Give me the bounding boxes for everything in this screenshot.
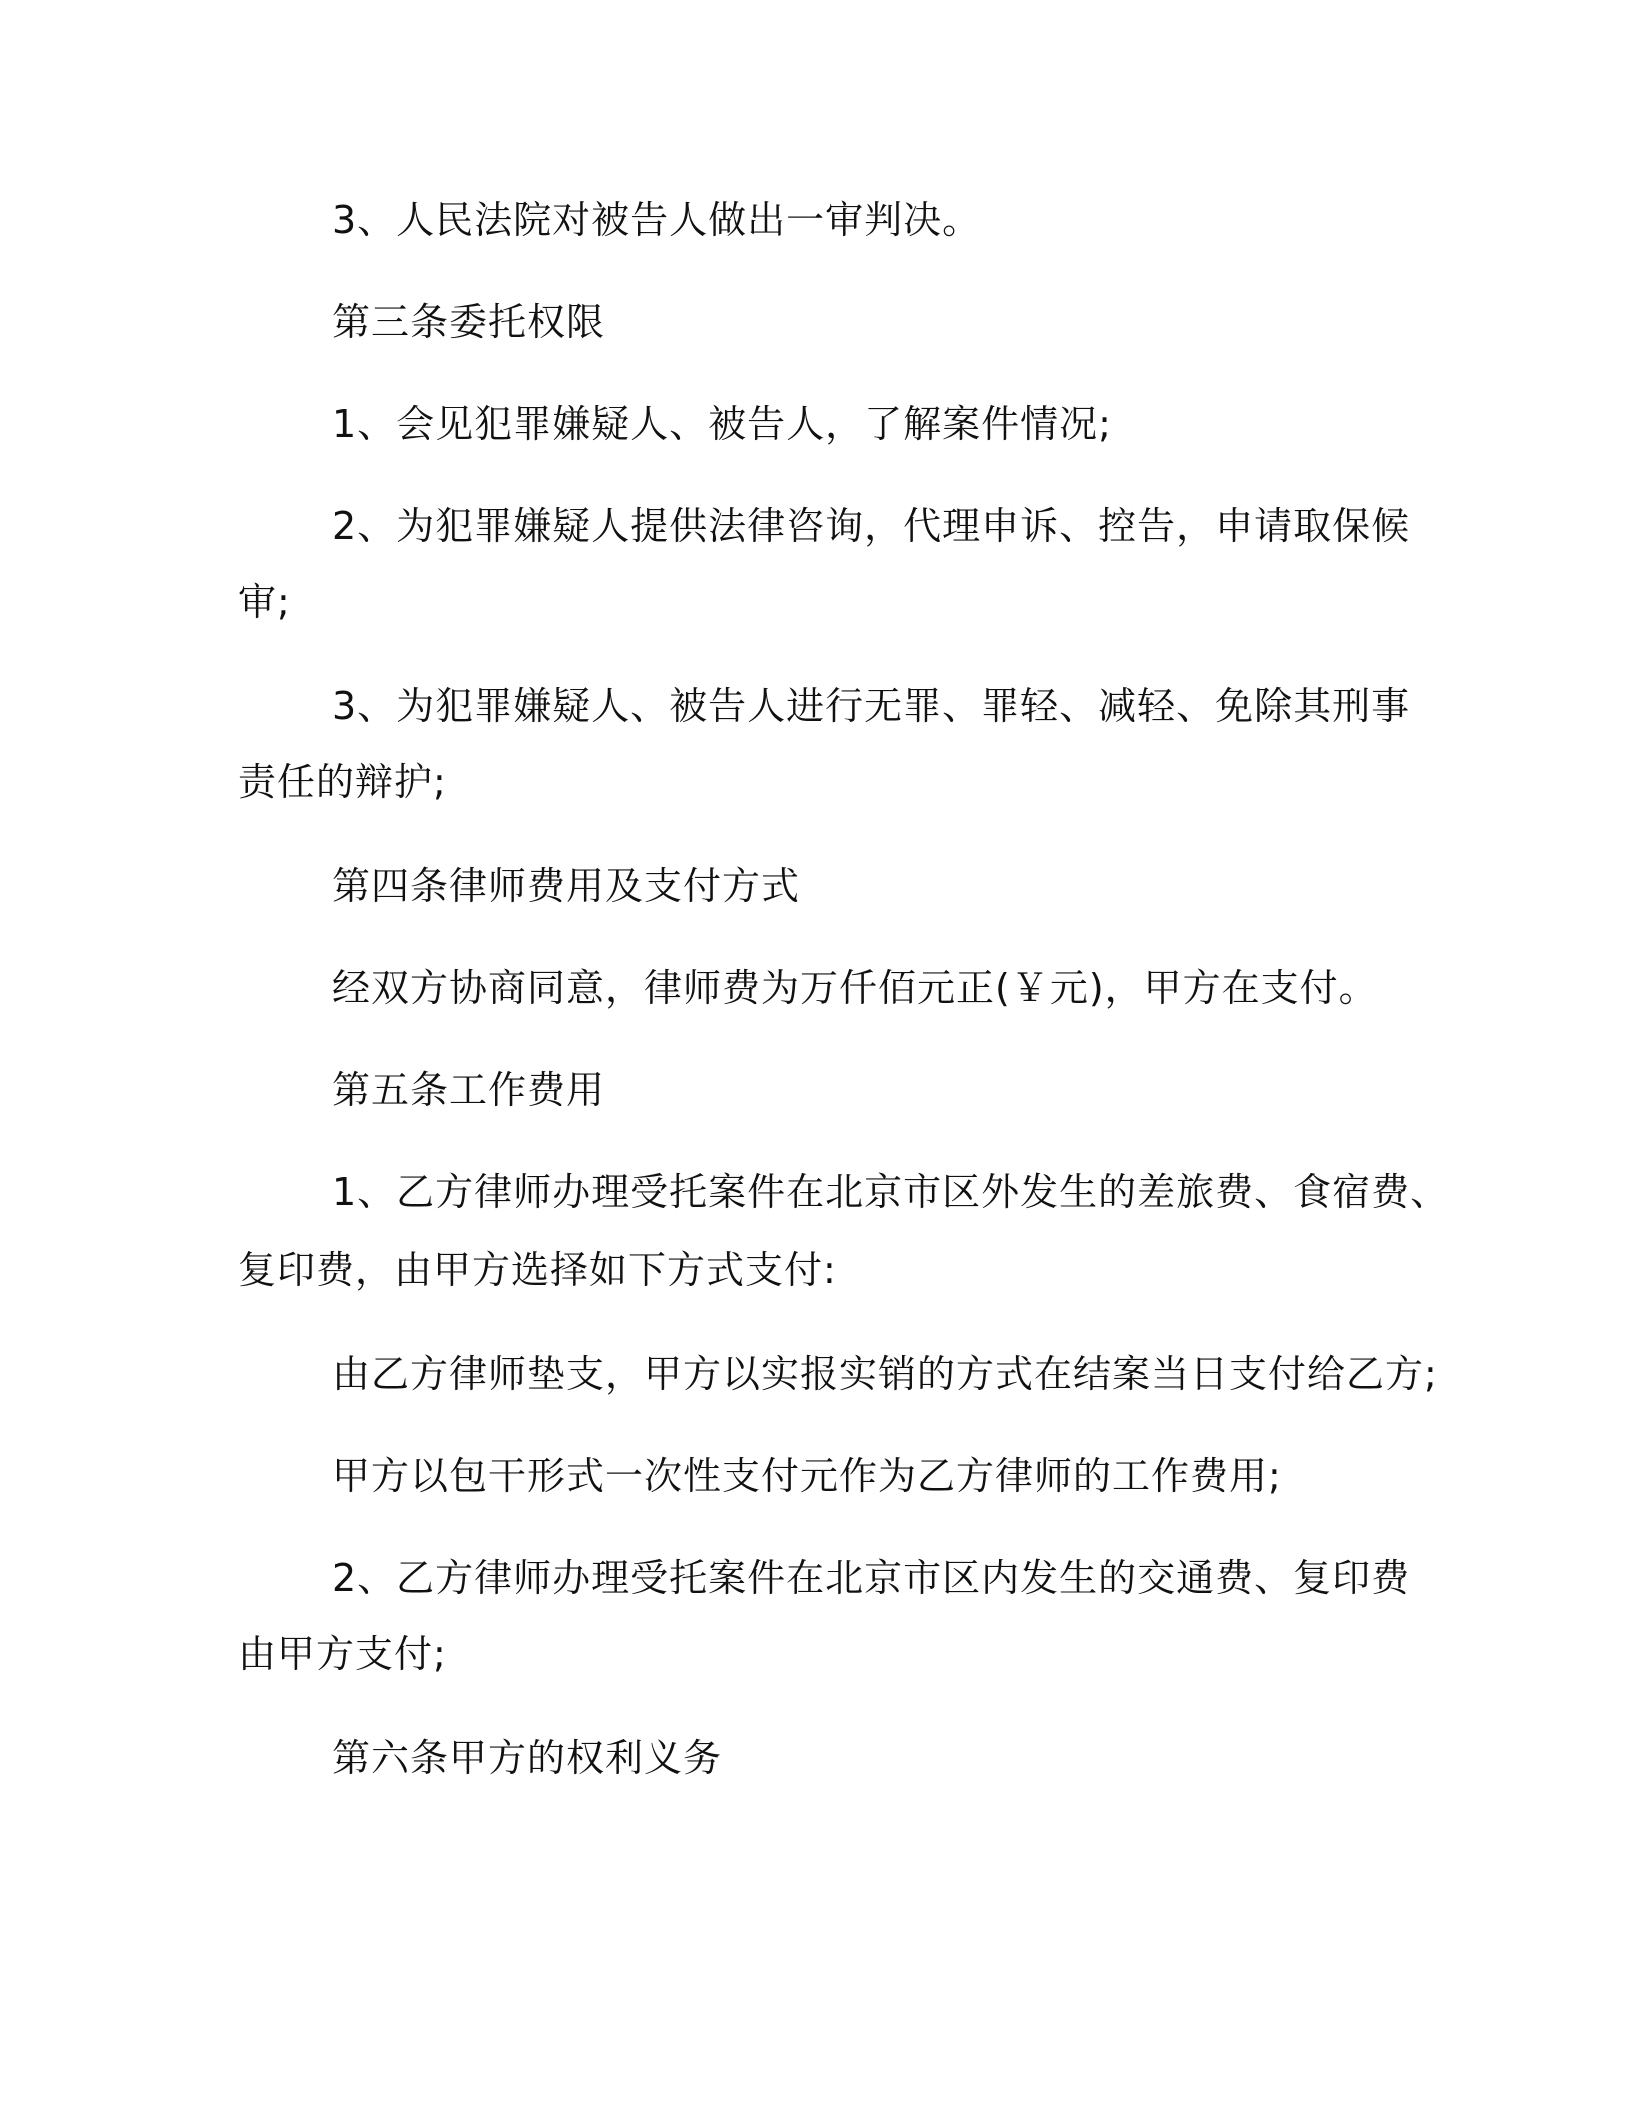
- article-4-body: 经双方协商同意，律师费为万仟佰元正(￥元)，甲方在支付。: [332, 966, 1378, 1010]
- article-5-option-a: 由乙方律师垫支，甲方以实报实销的方式在结案当日支付给乙方;: [332, 1352, 1438, 1396]
- article-5-item-2-line-1: 2、乙方律师办理受托案件在北京市区内发生的交通费、复印费: [332, 1556, 1411, 1600]
- article-3-item-1: 1、会见犯罪嫌疑人、被告人，了解案件情况;: [332, 402, 1112, 446]
- article-5-heading: 第五条工作费用: [332, 1068, 606, 1112]
- article-3-item-3-line-1: 3、为犯罪嫌疑人、被告人进行无罪、罪轻、减轻、免除其刑事: [332, 684, 1411, 728]
- article-3-heading: 第三条委托权限: [332, 300, 606, 344]
- clause-2-item-3: 3、人民法院对被告人做出一审判决。: [332, 198, 982, 242]
- article-6-heading: 第六条甲方的权利义务: [332, 1736, 723, 1780]
- article-5-item-1-line-2: 复印费，由甲方选择如下方式支付:: [238, 1248, 837, 1292]
- article-3-item-2-line-1: 2、为犯罪嫌疑人提供法律咨询，代理申诉、控告，申请取保候: [332, 504, 1411, 548]
- article-5-item-1-line-1: 1、乙方律师办理受托案件在北京市区外发生的差旅费、食宿费、: [332, 1170, 1450, 1214]
- article-5-option-b: 甲方以包干形式一次性支付元作为乙方律师的工作费用;: [332, 1454, 1282, 1498]
- article-5-item-2-line-2: 由甲方支付;: [238, 1632, 447, 1676]
- article-3-item-3-line-2: 责任的辩护;: [238, 760, 447, 804]
- article-3-item-2-line-2: 审;: [238, 580, 291, 624]
- article-4-heading: 第四条律师费用及支付方式: [332, 864, 801, 908]
